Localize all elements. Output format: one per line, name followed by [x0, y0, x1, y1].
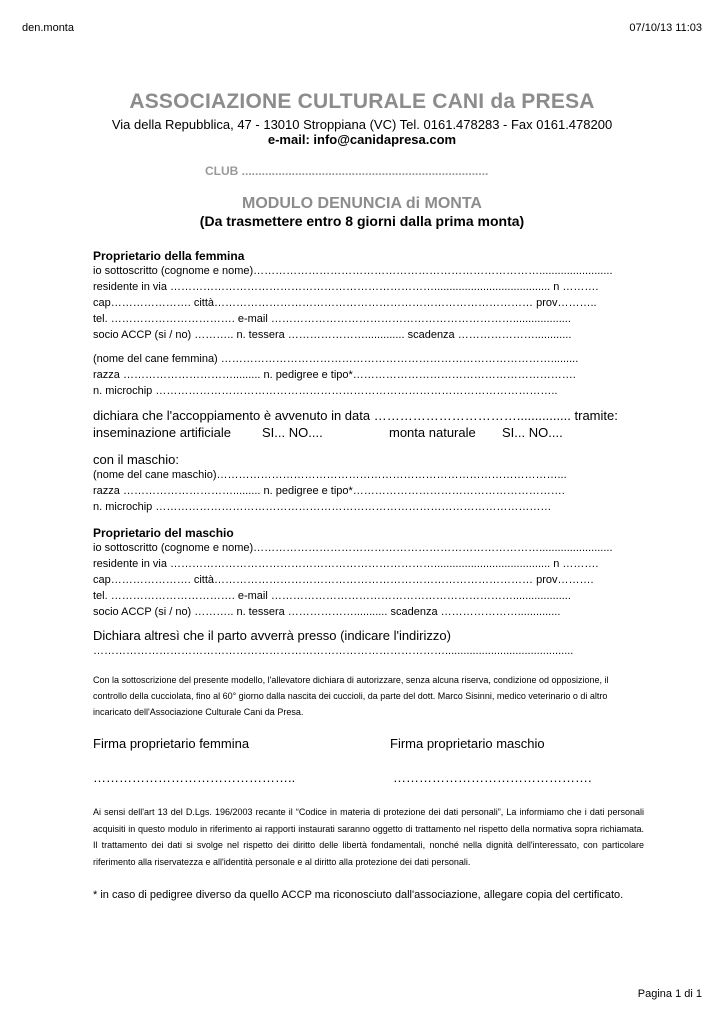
birth-location-label: Dichiara altresì che il parto avverrà presso (indicare l'indirizzo)	[93, 628, 451, 643]
female-owner-membership-line: socio ACCP (si / no) ……….. n. tessera …………………............. scadenza …………………............	[93, 329, 572, 341]
signature-male-label: Firma proprietario maschio	[390, 736, 545, 751]
male-owner-membership-line: socio ACCP (si / no) ……….. n. tessera ………………........... scadenza …………………..............	[93, 606, 561, 618]
artificial-insemination-label: inseminazione artificiale	[93, 425, 232, 440]
female-owner-contact-line: tel. ……………………………. e-mail …………………………………………………………...................	[93, 313, 571, 325]
mating-date-line: dichiara che l'accoppiamento è avvenuto in data ……………………………............... tramite:	[93, 408, 618, 423]
female-dog-microchip-line: n. microchip ………………………………………………………………………………………………..	[93, 385, 558, 397]
male-dog-microchip-line: n. microchip ………………………………………………………………………………………………	[93, 501, 552, 513]
consent-paragraph: Con la sottoscrizione del presente modello, l'allevatore dichiara di autorizzare, senza alcuna riserva, condizione od opposizione, il controllo della cucciolata, fino al 60° giorno dalla nascita dei cuccioli, da parte del dott. Marco Sisinni, medico veterinario o di altro incaricato dell'Associazione Culturale Cani da Presa.	[93, 675, 609, 717]
birth-location-dots: ……………………………………………………………………………………..........................................	[93, 645, 574, 657]
signature-female-label: Firma proprietario femmina	[93, 736, 250, 751]
signature-male-line: ……………………………………….	[393, 770, 592, 785]
male-dog-breed-line: razza …………………………......... n. pedigree e tipo*………………………………………………….	[93, 485, 565, 497]
female-dog-breed-line: razza …………………………......... n. pedigree e tipo*…………………………………………………….	[93, 369, 576, 381]
female-owner-heading: Proprietario della femmina	[93, 249, 245, 263]
privacy-paragraph: Ai sensi dell'art 13 del D.Lgs. 196/2003 recante il “Codice in materia di protezione dei dati personali”, La informiamo che i dati personali acquisiti in questo modulo in riferimento ai rapporti instaurati saranno oggetto di trattamento nel rispetto della normativa sopra richiamata. Il trattamento dei dati si svolge nel rispetto dei diritto delle libertà fondamentali, nonché nella dignità dell'interessato, con particolare riferimento alla riservatezza e all'identità personale e al diritto alla protezione dei dati personali.	[93, 807, 644, 867]
club-field: CLUB ..........................................................................	[205, 164, 489, 178]
male-dog-name-line: (nome del cane maschio)…………………………………………………………………………………...	[93, 469, 567, 481]
male-owner-contact-line: tel. ……………………………. e-mail …………………………………………………………...................	[93, 590, 571, 602]
male-owner-city-line: cap…………………. città…………………………………………………………………………… prov……….	[93, 574, 594, 586]
print-header-filename: den.monta	[22, 22, 74, 34]
association-email: e-mail: info@canidapresa.com	[267, 132, 457, 147]
natural-mating-options: SI... NO....	[502, 425, 563, 440]
form-subtitle: (Da trasmettere entro 8 giorni dalla prima monta)	[199, 213, 525, 229]
male-owner-heading: Proprietario del maschio	[93, 526, 234, 540]
male-dog-intro: con il maschio:	[93, 452, 179, 467]
form-title: MODULO DENUNCIA di MONTA	[242, 195, 482, 212]
signature-female-line: ………………………………………..	[93, 770, 296, 785]
female-owner-name-line: io sottoscritto (cognome e nome)……………………………………………………………………........................	[93, 265, 613, 277]
association-address: Via della Repubblica, 47 - 13010 Stroppiana (VC) Tel. 0161.478283 - Fax 0161.478200	[111, 117, 613, 132]
male-owner-name-line: io sottoscritto (cognome e nome)……………………………………………………………………........................	[93, 542, 613, 554]
artificial-insemination-options: SI... NO....	[262, 425, 323, 440]
male-owner-address-line: residente in via ………………………………………………………………...................................... n ……….	[93, 558, 599, 570]
association-title: ASSOCIAZIONE CULTURALE CANI da PRESA	[129, 90, 595, 113]
female-dog-name-line: (nome del cane femmina) ……………………………………………………………………………….........	[93, 353, 579, 365]
natural-mating-label: monta naturale	[389, 425, 476, 440]
pedigree-footnote: * in caso di pedigree diverso da quello ACCP ma riconosciuto dall'associazione, allegare copia del certificato.	[93, 889, 624, 901]
female-owner-city-line: cap…………………. città…………………………………………………………………………… prov………..	[93, 297, 597, 309]
female-owner-address-line: residente in via ………………………………………………………………...................................... n ……….	[93, 281, 599, 293]
page-number: Pagina 1 di 1	[637, 988, 702, 1000]
print-header-datetime: 07/10/13 11:03	[629, 22, 702, 34]
